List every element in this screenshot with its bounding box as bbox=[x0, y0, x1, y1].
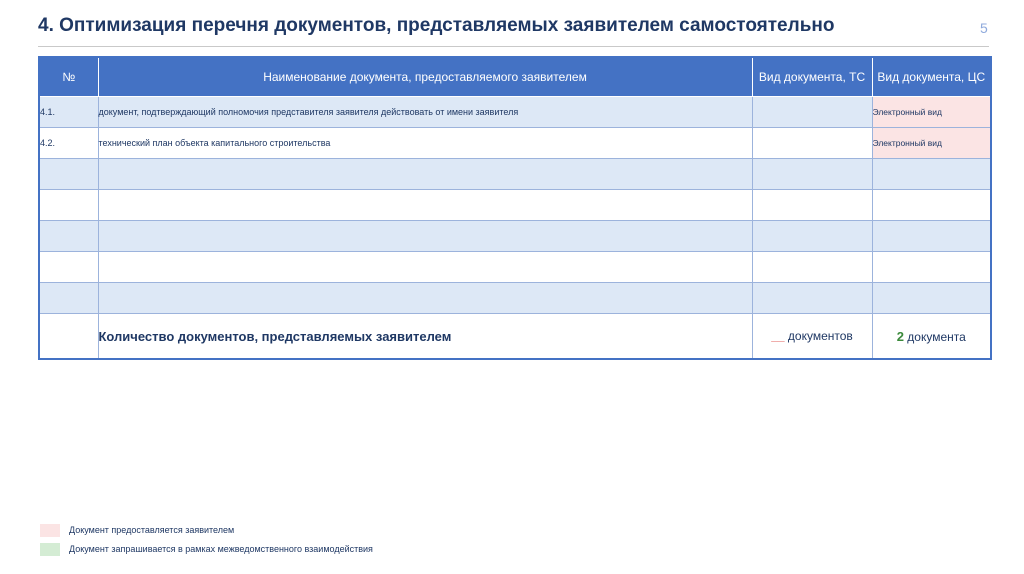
empty-row bbox=[39, 159, 991, 190]
document-type-cs: Электронный вид bbox=[872, 97, 991, 128]
table-row bbox=[39, 128, 991, 159]
total-cs-suffix: документа bbox=[903, 329, 966, 344]
empty-row bbox=[39, 221, 991, 252]
legend-swatch-green bbox=[40, 543, 60, 556]
column-header-tc: Вид документа, ТС bbox=[752, 57, 872, 97]
title-divider bbox=[38, 46, 989, 47]
document-type-tc bbox=[752, 97, 872, 128]
column-header-cs: Вид документа, ЦС bbox=[872, 57, 991, 97]
documents-table bbox=[38, 56, 992, 360]
page-title: 4. Оптимизация перечня документов, представляемых заявителем самостоятельно bbox=[38, 15, 835, 36]
row-number: 4.2. bbox=[39, 128, 98, 159]
empty-row bbox=[39, 190, 991, 221]
total-label: Количество документов, представляемых заявителем bbox=[98, 314, 752, 360]
document-name: технический план объекта капитального строительства bbox=[98, 128, 752, 159]
table-header-row bbox=[39, 57, 991, 97]
total-cs bbox=[872, 314, 991, 360]
document-type-tc bbox=[752, 128, 872, 159]
empty-row bbox=[39, 252, 991, 283]
empty-row bbox=[39, 283, 991, 314]
total-tc bbox=[752, 314, 872, 360]
legend-label: Документ запрашивается в рамках межведомственного взаимодействия bbox=[69, 543, 373, 554]
page-number: 5 bbox=[980, 20, 988, 36]
total-row bbox=[39, 314, 991, 360]
row-number: 4.1. bbox=[39, 97, 98, 128]
column-header-name: Наименование документа, предоставляемого заявителем bbox=[98, 57, 752, 97]
total-tc-suffix: документов bbox=[784, 329, 853, 343]
total-cs-count: 2 bbox=[896, 328, 904, 344]
column-header-number: № bbox=[39, 57, 98, 97]
table-row bbox=[39, 97, 991, 128]
document-type-cs: Электронный вид bbox=[872, 128, 991, 159]
legend-item-interagency bbox=[40, 543, 373, 556]
legend-label: Документ предоставляется заявителем bbox=[69, 524, 235, 535]
total-tc-blank: __ bbox=[771, 329, 785, 343]
document-name: документ, подтверждающий полномочия представителя заявителя действовать от имени заявителя bbox=[98, 97, 752, 128]
legend-swatch-pink bbox=[40, 524, 60, 537]
legend-item-applicant bbox=[40, 524, 234, 537]
